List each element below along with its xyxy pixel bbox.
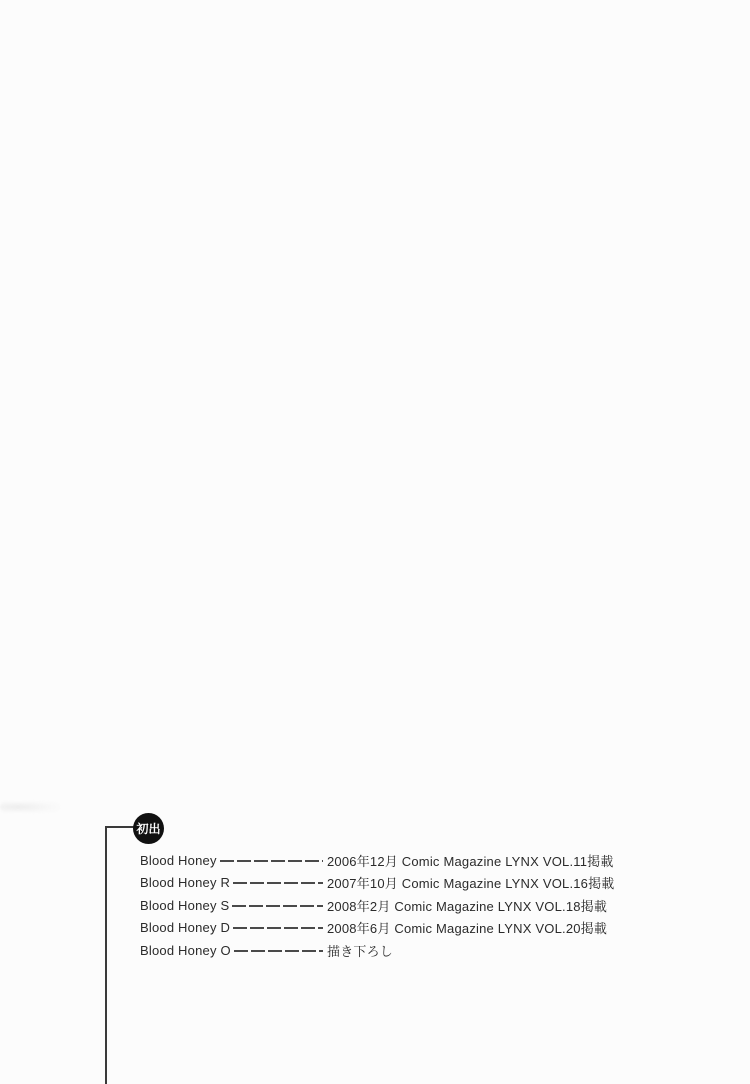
credit-title: Blood Honey [140,852,217,868]
credit-row [140,849,640,872]
credit-row [140,894,640,917]
credit-row-left [140,898,327,913]
credit-row [140,939,640,962]
credit-publication: 2007年10月 Comic Magazine LYNX VOL.16掲載 [327,876,615,892]
leader-line [233,882,323,884]
first-publication-badge-label: 初出 [136,821,161,836]
credit-title: Blood Honey R [140,875,231,891]
leader-line [220,860,323,862]
credit-publication: 2006年12月 Comic Magazine LYNX VOL.11掲載 [327,853,614,869]
credit-title: Blood Honey D [140,920,231,936]
first-publication-badge [133,813,164,844]
leader-line [233,927,323,929]
credit-row [140,872,640,895]
credit-row [140,917,640,940]
credit-row-left [140,920,327,935]
credit-publication: 2008年6月 Comic Magazine LYNX VOL.20掲載 [327,921,608,937]
credit-row-left [140,853,327,868]
credit-publication: 2008年2月 Comic Magazine LYNX VOL.18掲載 [327,898,608,914]
credits-list [140,849,640,962]
credit-title: Blood Honey S [140,897,230,913]
bracket-rule-horizontal [105,826,134,828]
credit-publication: 描き下ろし [327,943,394,959]
credit-row-left [140,943,327,958]
leader-line [232,905,323,907]
credit-title: Blood Honey O [140,942,231,958]
credit-row-left [140,875,327,890]
leader-line [234,950,323,952]
scan-noise-smudge [0,801,60,813]
bracket-rule-vertical [105,826,107,1084]
